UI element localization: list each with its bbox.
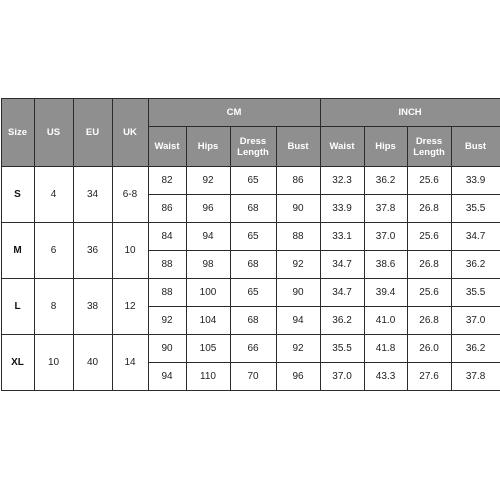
inch-waist-cell: 33.1 bbox=[320, 223, 364, 251]
header-inch-waist: Waist bbox=[320, 127, 364, 167]
inch-dress-length-cell: 26.0 bbox=[407, 335, 451, 363]
inch-dress-length-cell: 26.8 bbox=[407, 195, 451, 223]
cm-dress-length-cell: 65 bbox=[230, 223, 276, 251]
header-eu: EU bbox=[73, 99, 112, 167]
size-cell: L bbox=[1, 279, 34, 335]
inch-hips-cell: 41.0 bbox=[364, 307, 407, 335]
inch-waist-cell: 33.9 bbox=[320, 195, 364, 223]
us-cell: 10 bbox=[34, 335, 73, 391]
uk-cell: 12 bbox=[112, 279, 148, 335]
inch-hips-cell: 36.2 bbox=[364, 167, 407, 195]
table-row bbox=[1, 167, 500, 195]
inch-bust-cell: 37.0 bbox=[451, 307, 500, 335]
header-cm: CM bbox=[148, 99, 320, 127]
inch-dress-length-cell: 25.6 bbox=[407, 223, 451, 251]
cm-bust-cell: 90 bbox=[276, 279, 320, 307]
inch-dress-length-cell: 26.8 bbox=[407, 307, 451, 335]
cm-dress-length-cell: 68 bbox=[230, 195, 276, 223]
uk-cell: 10 bbox=[112, 223, 148, 279]
size-chart-body bbox=[1, 167, 500, 391]
inch-hips-cell: 43.3 bbox=[364, 363, 407, 391]
cm-bust-cell: 92 bbox=[276, 335, 320, 363]
inch-hips-cell: 41.8 bbox=[364, 335, 407, 363]
cm-waist-cell: 92 bbox=[148, 307, 186, 335]
header-row-top bbox=[1, 99, 500, 127]
cm-dress-length-cell: 66 bbox=[230, 335, 276, 363]
table-row bbox=[1, 335, 500, 363]
table-row bbox=[1, 223, 500, 251]
header-inch-bust: Bust bbox=[451, 127, 500, 167]
inch-bust-cell: 36.2 bbox=[451, 335, 500, 363]
eu-cell: 34 bbox=[73, 167, 112, 223]
us-cell: 4 bbox=[34, 167, 73, 223]
uk-cell: 14 bbox=[112, 335, 148, 391]
cm-waist-cell: 88 bbox=[148, 279, 186, 307]
eu-cell: 36 bbox=[73, 223, 112, 279]
header-us: US bbox=[34, 99, 73, 167]
inch-dress-length-cell: 25.6 bbox=[407, 279, 451, 307]
size-chart-table bbox=[1, 98, 500, 391]
inch-bust-cell: 34.7 bbox=[451, 223, 500, 251]
cm-dress-length-cell: 70 bbox=[230, 363, 276, 391]
eu-cell: 38 bbox=[73, 279, 112, 335]
inch-dress-length-cell: 26.8 bbox=[407, 251, 451, 279]
header-cm-waist: Waist bbox=[148, 127, 186, 167]
cm-dress-length-cell: 65 bbox=[230, 279, 276, 307]
inch-waist-cell: 34.7 bbox=[320, 279, 364, 307]
cm-waist-cell: 86 bbox=[148, 195, 186, 223]
cm-hips-cell: 98 bbox=[186, 251, 230, 279]
cm-dress-length-cell: 68 bbox=[230, 251, 276, 279]
cm-hips-cell: 92 bbox=[186, 167, 230, 195]
header-cm-hips: Hips bbox=[186, 127, 230, 167]
cm-bust-cell: 96 bbox=[276, 363, 320, 391]
inch-bust-cell: 33.9 bbox=[451, 167, 500, 195]
cm-bust-cell: 92 bbox=[276, 251, 320, 279]
cm-waist-cell: 88 bbox=[148, 251, 186, 279]
inch-waist-cell: 35.5 bbox=[320, 335, 364, 363]
cm-bust-cell: 94 bbox=[276, 307, 320, 335]
header-uk: UK bbox=[112, 99, 148, 167]
inch-bust-cell: 36.2 bbox=[451, 251, 500, 279]
header-size: Size bbox=[1, 99, 34, 167]
cm-hips-cell: 100 bbox=[186, 279, 230, 307]
size-cell: XL bbox=[1, 335, 34, 391]
cm-hips-cell: 96 bbox=[186, 195, 230, 223]
header-inch-dress-length: Dress Length bbox=[407, 127, 451, 167]
cm-hips-cell: 105 bbox=[186, 335, 230, 363]
cm-dress-length-cell: 68 bbox=[230, 307, 276, 335]
cm-bust-cell: 88 bbox=[276, 223, 320, 251]
inch-waist-cell: 32.3 bbox=[320, 167, 364, 195]
inch-bust-cell: 35.5 bbox=[451, 195, 500, 223]
cm-dress-length-cell: 65 bbox=[230, 167, 276, 195]
inch-waist-cell: 36.2 bbox=[320, 307, 364, 335]
inch-hips-cell: 38.6 bbox=[364, 251, 407, 279]
us-cell: 8 bbox=[34, 279, 73, 335]
us-cell: 6 bbox=[34, 223, 73, 279]
inch-dress-length-cell: 25.6 bbox=[407, 167, 451, 195]
header-cm-bust: Bust bbox=[276, 127, 320, 167]
size-cell: S bbox=[1, 167, 34, 223]
cm-hips-cell: 104 bbox=[186, 307, 230, 335]
cm-bust-cell: 86 bbox=[276, 167, 320, 195]
header-inch: INCH bbox=[320, 99, 500, 127]
inch-hips-cell: 37.8 bbox=[364, 195, 407, 223]
size-chart bbox=[0, 98, 500, 391]
inch-bust-cell: 35.5 bbox=[451, 279, 500, 307]
table-row bbox=[1, 279, 500, 307]
eu-cell: 40 bbox=[73, 335, 112, 391]
inch-bust-cell: 37.8 bbox=[451, 363, 500, 391]
cm-waist-cell: 82 bbox=[148, 167, 186, 195]
inch-dress-length-cell: 27.6 bbox=[407, 363, 451, 391]
cm-bust-cell: 90 bbox=[276, 195, 320, 223]
inch-waist-cell: 37.0 bbox=[320, 363, 364, 391]
uk-cell: 6-8 bbox=[112, 167, 148, 223]
inch-hips-cell: 39.4 bbox=[364, 279, 407, 307]
cm-hips-cell: 94 bbox=[186, 223, 230, 251]
cm-hips-cell: 110 bbox=[186, 363, 230, 391]
inch-hips-cell: 37.0 bbox=[364, 223, 407, 251]
header-inch-hips: Hips bbox=[364, 127, 407, 167]
size-cell: M bbox=[1, 223, 34, 279]
header-cm-dress-length: Dress Length bbox=[230, 127, 276, 167]
cm-waist-cell: 84 bbox=[148, 223, 186, 251]
inch-waist-cell: 34.7 bbox=[320, 251, 364, 279]
cm-waist-cell: 90 bbox=[148, 335, 186, 363]
cm-waist-cell: 94 bbox=[148, 363, 186, 391]
